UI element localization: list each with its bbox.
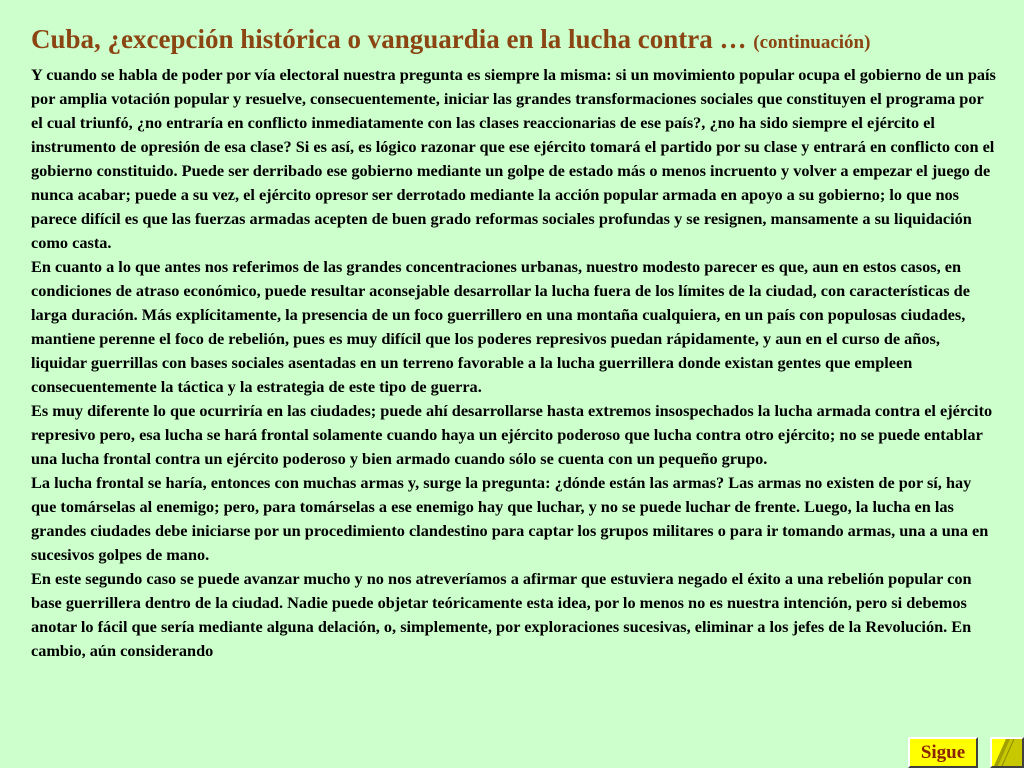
paragraph: En cuanto a lo que antes nos referimos de las grandes concentraciones urbanas, nuestro modesto parecer es que, aun en estos casos, en condiciones de atraso económico, puede resultar aconsejable desarrollar la lucha fuera de los límites de la ciudad, con características de larga duración. Más explícitamente, la presencia de un foco guerrillero en una montaña cualquiera, en un país con populosas ciudades, mantiene perenne el foco de rebelión, pues es muy difícil que los poderes represivos puedan rápidamente, y aun en el curso de años, liquidar guerrillas con bases sociales asentadas en un terreno favorable a la lucha guerrillera donde existan gentes que empleen consecuentemente la táctica y la estrategia de este tipo de guerra. — [31, 257, 970, 396]
paragraph: La lucha frontal se haría, entonces con muchas armas y, surge la pregunta: ¿dónde están las armas? Las armas no existen de por sí, hay que tomárselas al enemigo; pero, para tomárselas a ese enemigo hay que luchar, y no se puede luchar de frente. Luego, la lucha en las grandes ciudades debe iniciarse por un procedimiento clandestino para captar los grupos militares o para ir tomando armas, una a una en sucesivos golpes de mano. — [31, 473, 989, 564]
next-slide-button[interactable]: Sigue — [908, 737, 978, 768]
slide-title — [31, 22, 870, 60]
end-of-show-button[interactable] — [990, 737, 1024, 768]
paragraph: Es muy diferente lo que ocurriría en las ciudades; puede ahí desarrollarse hasta extremos insospechados la lucha armada contra el ejército represivo pero, esa lucha se hará frontal solamente cuando haya un ejército poderoso que lucha contra otro ejército; no se puede entablar una lucha frontal contra un ejército poderoso y bien armado cuando sólo se cuenta con un pequeño grupo. — [31, 401, 993, 468]
end-of-show-icon — [992, 739, 1022, 766]
slide-body — [31, 63, 997, 663]
paragraph: Y cuando se habla de poder por vía electoral nuestra pregunta es siempre la misma: si un movimiento popular ocupa el gobierno de un país por amplia votación popular y resuelve, consecuentemente, iniciar las grandes transformaciones sociales que constituyen el programa por el cual triunfó, ¿no entraría en conflicto inmediatamente con las clases reaccionarias de ese país?, ¿no ha sido siempre el ejército el instrumento de opresión de esa clase? Si es así, es lógico razonar que ese ejército tomará el partido por su clase y entrará en conflicto con el gobierno constituido. Puede ser derribado ese gobierno mediante un golpe de estado más o menos incruento y volver a empezar el juego de nunca acabar; puede a su vez, el ejército opresor ser derrotado mediante la acción popular armada en apoyo a su gobierno; lo que nos parece difícil es que las fuerzas armadas acepten de buen grado reformas sociales profundas y se resignen, mansamente a su liquidación como casta. — [31, 65, 996, 252]
slide-title-main: Cuba, ¿excepción histórica o vanguardia en la lucha contra … — [31, 24, 747, 54]
slide-title-suffix: (continuación) — [753, 32, 871, 53]
paragraph: En este segundo caso se puede avanzar mucho y no nos atreveríamos a afirmar que estuviera negado el éxito a una rebelión popular con base guerrillera dentro de la ciudad. Nadie puede objetar teóricamente esta idea, por lo menos no es nuestra intención, pero si debemos anotar lo fácil que sería mediante alguna delación, o, simplemente, por exploraciones sucesivas, eliminar a los jefes de la Revolución. En cambio, aún considerando — [31, 569, 972, 660]
